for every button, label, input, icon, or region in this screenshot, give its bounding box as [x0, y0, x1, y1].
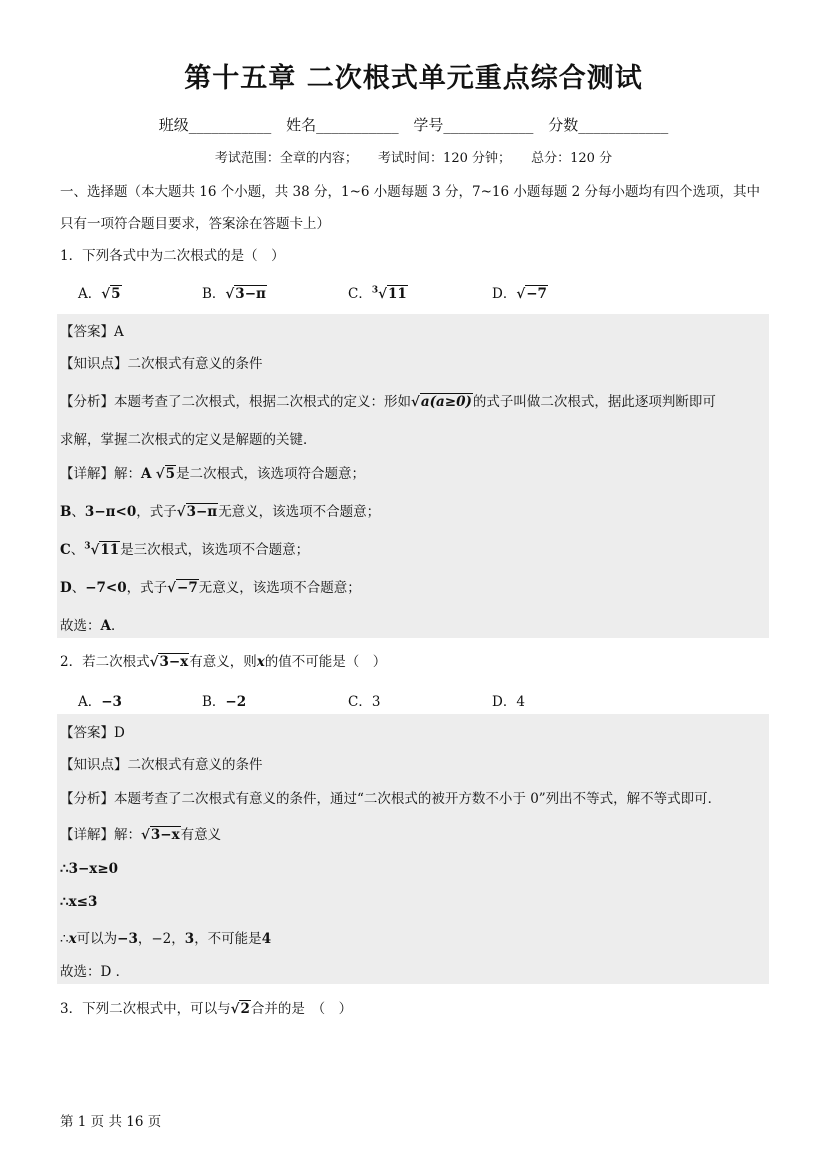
q1-detail-c-text: 是三次根式，该选项不合题意；	[120, 542, 310, 558]
q2-stem-x: x	[256, 654, 265, 670]
q2-option-b-math: −2	[225, 694, 247, 710]
q1-detail-b-math1: 3−π<0	[84, 504, 137, 520]
q1-option-d: D．√−7	[492, 286, 547, 302]
q1-analysis-line2: 求解，掌握二次根式的定义是解题的关键．	[60, 432, 317, 448]
q1-detail-d-math2: −7	[177, 580, 198, 596]
name-field: 姓名___________	[286, 116, 399, 134]
q1-detail-b-text2: 无意义，该选项不合题意；	[218, 504, 381, 520]
q1-detail-b-text1: ，式子	[136, 504, 177, 520]
exam-time: 考试时间：120 分钟；	[378, 151, 511, 166]
q1-option-b: B．√3−π	[202, 286, 266, 302]
q1-detail-d-letter: D	[60, 580, 72, 596]
q2-step3-math3: 4	[261, 931, 272, 947]
q3-stem: 3．下列二次根式中，可以与√2合并的是 （ ）	[60, 1001, 353, 1017]
q1-analysis-text1: 【分析】本题考查了二次根式，根据二次根式的定义：形如	[60, 394, 411, 410]
q2-step3	[60, 927, 271, 947]
q2-detail-text: 有意义	[180, 827, 222, 843]
q2-step3-text2: ，−2，	[137, 931, 185, 947]
q1-option-c-label: C．	[348, 286, 372, 302]
q1-option-a-label: A．	[78, 286, 102, 302]
q2-step2: ∴x≤3	[60, 894, 98, 910]
q2-option-d: D．4	[492, 694, 525, 710]
q2-answer: 【答案】D	[60, 725, 125, 741]
q1-answer: 【答案】A	[60, 324, 124, 340]
q3-stem-math: 2	[240, 1001, 250, 1017]
q1-option-d-label: D．	[492, 286, 517, 302]
q3-stem-text1: 3．下列二次根式中，可以与	[60, 1001, 231, 1017]
q1-option-b-label: B．	[202, 286, 226, 302]
q1-option-c-math: 11	[387, 286, 407, 302]
q2-step3-math2: 3	[184, 931, 195, 947]
q1-detail-a-letter: A	[141, 466, 152, 482]
q2-analysis: 【分析】本题考查了二次根式有意义的条件，通过“二次根式的被开方数不小于 0”列出不等式，解不等式即可．	[60, 791, 722, 807]
q1-stem: 1．下列各式中为二次根式的是（ ）	[60, 248, 285, 264]
student-info-line	[0, 114, 827, 135]
q1-detail-c-letter: C	[60, 542, 71, 558]
q2-step3-text1: 可以为	[76, 931, 118, 947]
q2-step3-therefore: ∴	[60, 931, 69, 947]
q1-detail-a-text: 是二次根式，该选项符合题意；	[176, 466, 366, 482]
q3-stem-text2: 合并的是 （ ）	[250, 1001, 353, 1017]
q1-detail-b-math2: 3−π	[186, 504, 218, 520]
q1-analysis-text2: 的式子叫做二次根式，据此逐项判断即可	[472, 394, 716, 410]
q1-detail-b-letter: B	[60, 504, 72, 520]
q2-option-b-label: B．	[202, 694, 226, 710]
q2-option-a-label: A．	[78, 694, 102, 710]
q1-choose-end: ．	[110, 618, 125, 634]
q1-detail-prefix: 【详解】解：	[60, 466, 141, 482]
q1-option-b-math: 3−π	[235, 286, 266, 302]
q2-option-b	[202, 690, 246, 710]
q1-detail-c-index: 3	[84, 541, 91, 552]
section-heading: 一、选择题（本大题共 16 个小题，共 38 分，1~6 小题每题 3 分，7~16 小题每题 2 分每小题均有四个选项，其中只有一项符合题目要求，答案涂在答题卡上）	[60, 184, 761, 232]
q2-detail: 【详解】解：√3−x有意义	[60, 827, 222, 843]
q1-detail-d-text2: 无意义，该选项不合题意；	[198, 580, 361, 596]
q2-detail-prefix: 【详解】解：	[60, 827, 141, 843]
score-field: 分数____________	[548, 116, 669, 134]
class-field: 班级___________	[158, 116, 272, 134]
q1-detail-a-math: 5	[165, 466, 176, 482]
q1-analysis-math: a(a≥0)	[420, 394, 472, 410]
q1-option-c: C．$^3$√11	[348, 285, 407, 302]
q2-stem-text1: 2．若二次根式	[60, 654, 150, 670]
q2-stem: 2．若二次根式√3−x有意义，则x的值不可能是（ ）	[60, 654, 387, 670]
q1-option-a: A．√5	[78, 286, 121, 302]
q1-detail-b: B、3−π<0，式子√3−π无意义，该选项不合题意；	[60, 504, 381, 520]
page-title: 第十五章 二次根式单元重点综合测试	[184, 63, 643, 94]
q1-detail-c: C、$^3$√11是三次根式，该选项不合题意；	[60, 541, 310, 558]
q2-option-a	[78, 690, 122, 710]
q2-step3-text3: ，不可能是	[194, 931, 262, 947]
q2-stem-math: 3−x	[159, 654, 189, 670]
q1-knowledge: 【知识点】二次根式有意义的条件	[60, 356, 263, 372]
number-field: 学号____________	[413, 116, 534, 134]
q1-option-d-math: −7	[526, 286, 547, 302]
q1-detail-d: D、−7<0，式子√−7无意义，该选项不合题意；	[60, 580, 361, 596]
q2-option-c: C．3	[348, 694, 381, 710]
q2-option-a-math: −3	[101, 694, 122, 710]
q2-step3-math1: −3	[117, 931, 138, 947]
q1-detail-d-text1: ，式子	[126, 580, 168, 596]
exam-scope: 考试范围：全章的内容；	[214, 151, 358, 166]
q2-choose: 故选：D ．	[60, 964, 130, 980]
q2-knowledge: 【知识点】二次根式有意义的条件	[60, 757, 263, 773]
page-footer: 第 1 页 共 16 页	[60, 1114, 162, 1130]
q1-option-a-math: 5	[111, 286, 121, 302]
q1-detail-a: 【详解】解：A √5是二次根式，该选项符合题意；	[60, 466, 366, 482]
q1-detail-c-math: 11	[100, 542, 120, 558]
q2-step3-x: x	[68, 931, 77, 947]
q1-detail-d-math1: −7<0	[85, 580, 127, 596]
q2-step1: ∴3−x≥0	[60, 861, 119, 877]
q2-detail-math: 3−x	[150, 827, 180, 843]
q1-analysis-line1: 【分析】本题考查了二次根式，根据二次根式的定义：形如√a(a≥0)的式子叫做二次根式，据此逐项判断即可	[60, 394, 716, 410]
q1-choose	[60, 614, 124, 634]
exam-range-line	[0, 147, 827, 166]
q2-stem-text2: 有意义，则	[189, 654, 257, 670]
q2-stem-text3: 的值不可能是（ ）	[264, 654, 387, 670]
q1-option-c-index: 3	[371, 285, 379, 296]
q1-choose-answer: A	[100, 618, 111, 634]
exam-total: 总分：120 分	[531, 151, 613, 166]
q1-choose-label: 故选：	[60, 618, 101, 634]
